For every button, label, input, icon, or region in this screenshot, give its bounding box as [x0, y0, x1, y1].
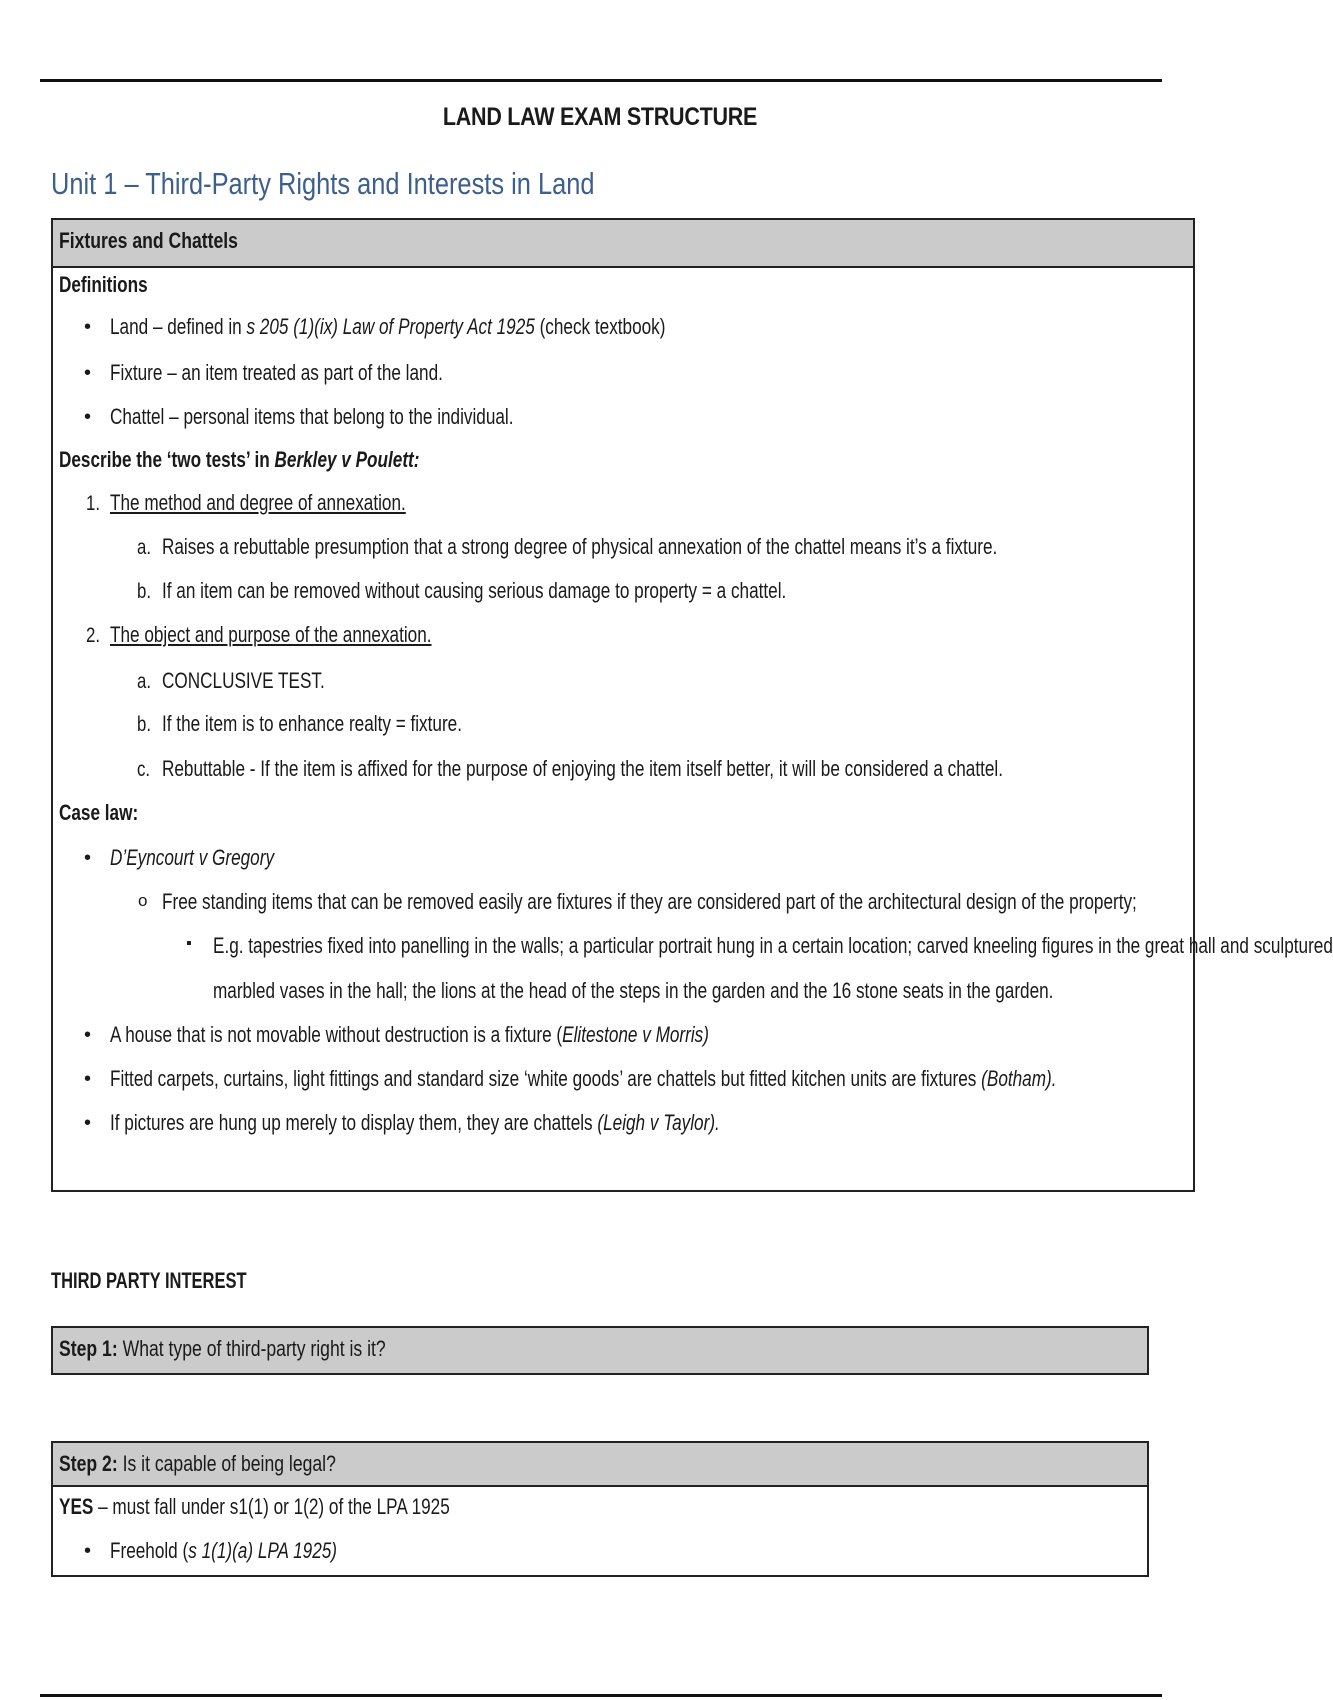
step-1-question: What type of third-party right is it?: [117, 1336, 386, 1361]
step-2-yes-text: – must fall under s1(1) or 1(2) of the LPA 1925: [93, 1494, 450, 1519]
bullet-icon: •: [84, 406, 92, 428]
case-leigh-text: If pictures are hung up merely to display them, they are chattels: [110, 1110, 598, 1135]
bullet-icon: •: [84, 1540, 92, 1562]
step-2-freehold: [110, 1538, 337, 1564]
case-elitestone-name: Elitestone v Morris): [562, 1022, 709, 1047]
square-bullet-icon: ▪: [186, 935, 192, 952]
third-party-label: THIRD PARTY INTEREST: [51, 1268, 247, 1293]
page-title: LAND LAW EXAM STRUCTURE: [442, 103, 758, 131]
unit-heading: Unit 1 – Third-Party Rights and Interests in Land: [51, 166, 595, 201]
test-1b-text: If an item can be removed without causing serious damage to property = a chattel.: [162, 578, 787, 603]
tests-label: [59, 447, 419, 473]
step-2-question: Is it capable of being legal?: [117, 1451, 336, 1476]
definition-land-text: Land – defined in: [110, 314, 247, 339]
step-2-yes: [59, 1494, 450, 1520]
test-2a-text: CONCLUSIVE TEST.: [162, 668, 325, 693]
case-deyncourt-example-1: E.g. tapestries fixed into panelling in the walls; a particular portrait hung in a certain location; carved kneeling figures in the great hall and sculptured: [213, 933, 1333, 958]
case-leigh: [110, 1110, 720, 1136]
step-1-header: [53, 1328, 1147, 1373]
fixtures-header: [53, 220, 1193, 268]
bullet-icon: •: [84, 316, 92, 338]
bottom-rule: [40, 1694, 1162, 1697]
test-1-title: The method and degree of annexation.: [110, 490, 406, 515]
case-deyncourt-detail: Free standing items that can be removed easily are fixtures if they are considered part of the architectural design of the property;: [162, 889, 1137, 914]
step-2-header: [53, 1443, 1147, 1487]
case-deyncourt-example-2: marbled vases in the hall; the lions at the head of the steps in the garden and the 16 stone seats in the garden.: [213, 978, 1054, 1003]
case-law-label: Case law:: [59, 800, 139, 825]
test-2-number: 2.: [86, 624, 101, 647]
top-rule: [40, 79, 1162, 82]
step-1-box: [51, 1326, 1149, 1375]
definition-land: [110, 314, 665, 340]
step-2-number: Step 2:: [59, 1451, 118, 1476]
definitions-label: Definitions: [59, 272, 148, 297]
test-2c-letter: c.: [137, 758, 151, 781]
definition-land-note: (check textbook): [534, 314, 666, 339]
circle-bullet-icon: o: [138, 891, 148, 910]
test-1a-letter: a.: [137, 536, 152, 559]
test-2b-text: If the item is to enhance realty = fixture.: [162, 711, 462, 736]
test-2-title: The object and purpose of the annexation.: [110, 622, 432, 647]
test-1b-letter: b.: [137, 580, 152, 603]
step-2-yes-label: YES: [59, 1494, 94, 1519]
case-leigh-name: (Leigh v Taylor).: [597, 1110, 720, 1135]
bullet-icon: •: [84, 1112, 92, 1134]
step-2-label: [59, 1451, 336, 1477]
test-2b-letter: b.: [137, 713, 152, 736]
step-2-freehold-statute: s 1(1)(a) LPA 1925): [188, 1538, 338, 1563]
bullet-icon: •: [84, 1068, 92, 1090]
step-1-label: [59, 1336, 386, 1362]
definition-land-statute: s 205 (1)(ix) Law of Property Act 1925: [246, 314, 535, 339]
bullet-icon: •: [84, 362, 92, 384]
tests-label-case: Berkley v Poulett:: [274, 447, 420, 472]
case-botham-name: (Botham).: [981, 1066, 1057, 1091]
case-botham-text: Fitted carpets, curtains, light fittings and standard size ‘white goods’ are chattels but fitted kitchen units are fixtures: [110, 1066, 982, 1091]
bullet-icon: •: [84, 1024, 92, 1046]
fixtures-header-label: Fixtures and Chattels: [59, 228, 238, 253]
test-1a-text: Raises a rebuttable presumption that a strong degree of physical annexation of the chattel means it’s a fixture.: [162, 534, 998, 559]
test-1-number: 1.: [86, 492, 101, 515]
case-botham: [110, 1066, 1057, 1092]
case-deyncourt: D’Eyncourt v Gregory: [110, 845, 275, 870]
definition-fixture: Fixture – an item treated as part of the land.: [110, 360, 443, 385]
step-2-freehold-text: Freehold (: [110, 1538, 189, 1563]
case-elitestone: [110, 1022, 709, 1048]
tests-label-text: Describe the ‘two tests’ in: [59, 447, 275, 472]
step-1-number: Step 1:: [59, 1336, 118, 1361]
case-elitestone-text: A house that is not movable without destruction is a fixture (: [110, 1022, 563, 1047]
bullet-icon: •: [84, 847, 92, 869]
definition-chattel: Chattel – personal items that belong to the individual.: [110, 404, 514, 429]
test-2a-letter: a.: [137, 670, 152, 693]
test-2c-text: Rebuttable - If the item is affixed for the purpose of enjoying the item itself better, it will be considered a chattel.: [162, 756, 1003, 781]
